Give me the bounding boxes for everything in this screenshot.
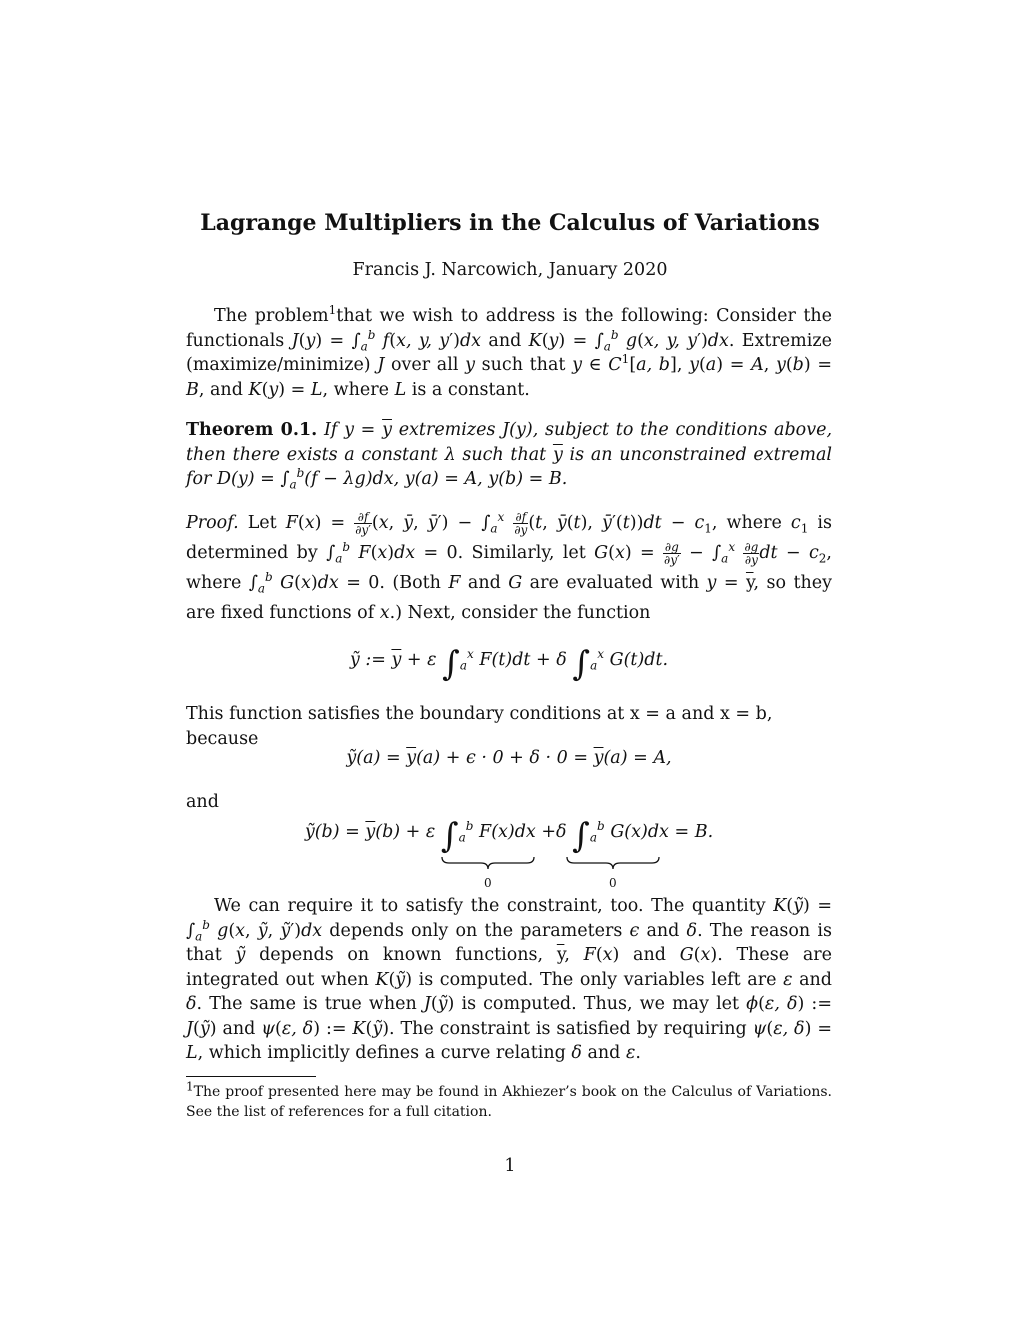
footnote-rule [186,1076,316,1077]
intro-lead: The problem [214,306,329,326]
underbrace-g [566,856,660,870]
footnote-ref[interactable]: 1 [328,303,337,318]
equation-ytilde-definition: ỹ := $\overline{y} + \varepsilon$ $\int_a^x$ F(t)dt + δ $\int_a^x$ G(t)dt. [349,644,669,684]
equation-boundary-a: ỹ(a) = $\overline{y}(a) + \epsilon \cdot 0 + \delta \cdot 0 = \overline{y}(a) = A$, [346,748,672,768]
proof-label: Proof. [186,513,239,533]
theorem-block: Theorem 0.1. If $y = \overline{y}$ extremizes J(y), subject to the conditions above, then there exists a constant λ such that $\overline{y}$ is an unconstrained extremal for $D(y) = \int_a^b(f - \lambda g)dx$, y(a) = A, y(b) = B. [186,420,833,492]
boundary-sentence: This function satisfies the boundary conditions at x = a and x = b, because [186,704,773,749]
paper-title: Lagrange Multipliers in the Calculus of Variations [200,210,820,236]
proof-block: Proof. Let F(x) = $\frac{\partial f}{\partial y'}$ (x, ȳ, ȳ′) − $\int_a^x$ $\frac{\partial f}{\partial y}$ (t, ȳ(t), ȳ′(t))dt − $c_1$, where $c_1$ is determined by $\int_a^b$ F(x)dx = 0. Similarly, let G(x) = $\frac{\partial g}{\partial y'}$ − $\int_a^x$ $\frac{\partial g}{\partial y}$ dt − $c_2$, where $\int_a^b$ G(x)dx = 0. (Both F and G are evaluated with $y = \overline{y}$, so they are fixed functions of x.) Next, consider the function [186,510,833,623]
footnote [186,1079,832,1122]
underbrace-f [441,856,535,870]
constraint-paragraph: We can require it to satisfy the constraint, too. The quantity K(ỹ) = $\int_a^b$ g(x, ỹ, ỹ′)dx depends only on the parameters ϵ and δ. The reason is that ỹ depends on known functions, $\overline{y}$, F(x) and G(x). These are integrated out when K(ỹ) is computed. The only variables left are ε and δ. The same is true when J(ỹ) is computed. Thus, we may let ϕ(ε, δ) := J(ỹ) and ψ(ε, δ) := K(ỹ). The constraint is satisfied by requiring ψ(ε, δ) = L, which implicitly defines a curve relating δ and ε. [186,896,832,1063]
underbrace-label-f: 0 [484,876,492,890]
intro-paragraph: The problem$^1$that we wish to address is the following: Consider the functionals $J(y) = \int_a^b$ f(x, y, y′)dx and $K(y) = \int_a^b$ g(x, y, y′)dx. Extremize (maximize/minimize) J over all y such that y ∈ $C^1[a$, b], y(a) = A, y(b) = B, and K(y) = L, where L is a constant. [186,303,833,400]
theorem-label: Theorem 0.1. [186,420,318,440]
footnote-text: The proof presented here may be found in Akhiezer’s book on the Calculus of Variations. See the list of references for a full citation. [186,1084,832,1120]
equation-boundary-b: ỹ(b) = $\overline{y}(b) + \varepsilon$ $\int_a^b$ F(x)dx +δ $\int_a^b$ G(x)dx = B. [304,816,714,856]
footnote-mark: 1 [186,1079,194,1094]
page-number: 1 [504,1156,516,1176]
underbrace-label-g: 0 [609,876,617,890]
and-word: and [186,792,219,812]
author-line: Francis J. Narcowich, January 2020 [352,260,668,280]
